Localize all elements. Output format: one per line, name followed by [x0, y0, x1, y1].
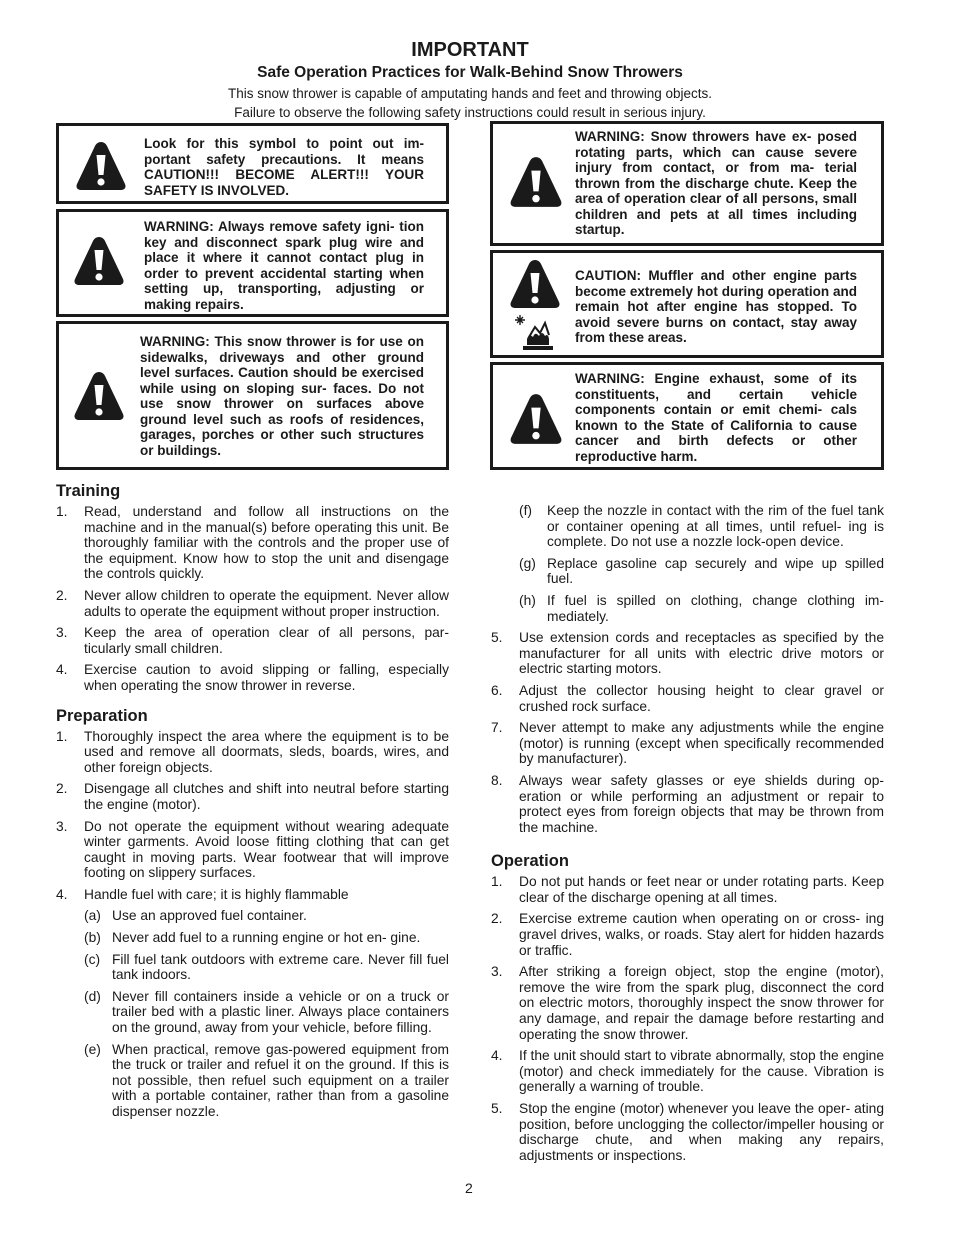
- warning-box-muffler: [490, 250, 884, 358]
- warning-triangle-icon: [75, 139, 127, 193]
- warning-triangle-icon: [73, 234, 125, 288]
- list-item: 4. Exercise caution to avoid slipping or falling, especially when operating the snow thrower in reverse.: [56, 662, 449, 693]
- list-item: 6. Adjust the collector housing height to clear gravel or crushed rock surface.: [491, 682, 884, 714]
- right-column: [491, 503, 884, 1169]
- list-item: 8. Always wear safety glasses or eye shields during op- eration or while performing an adjustment or repair to protect eyes from foreign objects that may be thrown from the machine.: [491, 772, 884, 835]
- list-item: 2. Disengage all clutches and shift into neutral before starting the engine (motor).: [56, 781, 449, 812]
- section-heading-preparation: Preparation: [56, 706, 148, 725]
- page-header: [0, 38, 940, 121]
- list-item: 2. Never allow children to operate the equipment. Never allow adults to operate the equipment without proper instruction.: [56, 587, 449, 619]
- warning-box-exhaust: [490, 362, 884, 470]
- list-item: 3. Keep the area of operation clear of all persons, par- ticularly small children.: [56, 625, 449, 656]
- section-heading-operation: Operation: [491, 852, 569, 871]
- list-item: 1. Read, understand and follow all instructions on the machine and in the manual(s) before operating this unit. Be thoroughly familiar with the controls and the proper use of the equipment. Know how to stop the unit and disengage the controls quickly.: [56, 504, 449, 582]
- page-title: IMPORTANT: [411, 39, 529, 61]
- warning-box-ground-level: [56, 321, 449, 470]
- warning-text-ignition: WARNING: Always remove safety igni- tion key and disconnect spark plug wire and place it where it cannot contact plug in order to prevent accidental starting when setting up, transporting, adjusting or making repairs.: [144, 219, 424, 312]
- list-item: 5. Stop the engine (motor) whenever you leave the oper- ating position, before unclogging the collector/impeller housing or discharge chute, and when making any repairs, adjustments or inspections.: [491, 1101, 884, 1163]
- warning-box-symbol: [56, 123, 449, 204]
- sub-list-item: (b) Never add fuel to a running engine or hot en- gine.: [84, 930, 421, 946]
- warning-box-rotating: [490, 121, 884, 246]
- list-item: 7. Never attempt to make any adjustments while the engine (motor) is running (except when specifically recommended by manufacturer).: [491, 720, 884, 767]
- warning-triangle-icon: [509, 391, 563, 447]
- list-item: 1. Thoroughly inspect the area where the equipment is to be used and remove all doormats, sleds, boards, wires, and other foreign objects.: [56, 728, 449, 775]
- list-item: 5. Use extension cords and receptacles as specified by the manufacturer for all units with electric drive motors or electric starting motors.: [491, 630, 884, 677]
- page-number: 2: [465, 1180, 473, 1196]
- intro-line-2: Failure to observe the following safety instructions could result in serious injury.: [234, 105, 706, 120]
- list-item: 3. Do not operate the equipment without wearing adequate winter garments. Avoid loose fitting clothing that can get caught in moving parts. Wear footwear that will improve footing on slippery surfaces.: [56, 818, 449, 881]
- warning-text-symbol: Look for this symbol to point out im- portant safety precautions. It means CAUTION!!! BECOME ALERT!!! YOUR SAFETY IS INVOLVED.: [144, 136, 424, 198]
- list-item: 3. After striking a foreign object, stop the engine (motor), remove the wire from the spark plug, disconnect the cord on electric motors, thoroughly inspect the snow thrower for any damage, and repair the damage before restarting and operating the snow thrower.: [491, 964, 884, 1042]
- list-item: 2. Exercise extreme caution when operating on or cross- ing gravel drives, walks, or roads. Stay alert for hidden hazards or traffic.: [491, 911, 884, 958]
- warning-text-rotating: WARNING: Snow throwers have ex- posed rotating parts, which can cause severe injury from contact, or from ma- terial thrown from the discharge chute. Keep the area of operation clear of all persons, small children and pets at all times including startup.: [575, 129, 857, 237]
- section-heading-training: Training: [56, 482, 121, 500]
- list-item: 4. If the unit should start to vibrate abnormally, stop the engine (motor) and check immediately for the cause. Vibration is generally a warning of trouble.: [491, 1048, 884, 1095]
- hot-surface-icon: [513, 313, 557, 353]
- sub-list-item: (c) Fill fuel tank outdoors with extreme care. Never fill fuel tank indoors.: [84, 951, 449, 983]
- warning-text-ground-level: WARNING: This snow thrower is for use on sidewalks, driveways and other ground level surfaces. Caution should be exercised while using on sloping sur- faces. Do not use snow thrower on surfaces above ground level such as roofs of residences, garages, porches or other such structures or buildings.: [140, 334, 424, 458]
- warning-text-muffler: CAUTION: Muffler and other engine parts become extremely hot during operation and remain hot after engine has stopped. To avoid severe burns on contact, stay away from these areas.: [575, 268, 857, 345]
- sub-list-item: (h) If fuel is spilled on clothing, change clothing im- mediately.: [519, 592, 884, 624]
- list-item: 4. Handle fuel with care; it is highly flammable: [56, 886, 349, 902]
- sub-list-item: (g) Replace gasoline cap securely and wipe up spilled fuel.: [519, 555, 884, 587]
- sub-list-item: (e) When practical, remove gas-powered equipment from the truck or trailer and refuel it on the ground. If this is not possible, then refuel such equipment on a trailer with a portable container, rather than from a gasoline dispenser nozzle.: [84, 1041, 449, 1119]
- list-item: 1. Do not put hands or feet near or under rotating parts. Keep clear of the discharge opening at all times.: [491, 874, 884, 905]
- intro-line-1: This snow thrower is capable of amputating hands and feet and throwing objects.: [227, 86, 713, 101]
- warning-triangle-icon: [509, 257, 561, 311]
- warning-text-exhaust: WARNING: Engine exhaust, some of its constituents, and certain vehicle components contain or emit chemi- cals known to the State of California to cause cancer and birth defects or other reproductive harm.: [575, 371, 857, 464]
- sub-list-item: (d) Never fill containers inside a vehicle or on a truck or trailer bed with a plastic liner. Always place containers on the ground, away from your vehicle, before filling.: [84, 988, 449, 1036]
- page-subtitle: Safe Operation Practices for Walk-Behind Snow Throwers: [257, 64, 683, 81]
- sub-list-item: (a) Use an approved fuel container.: [84, 908, 307, 924]
- left-column: [56, 481, 449, 1126]
- warning-triangle-icon: [73, 369, 125, 423]
- warning-box-ignition: [56, 209, 449, 317]
- sub-list-item: (f) Keep the nozzle in contact with the rim of the fuel tank or container opening at all times, until refuel- ing is complete. Do not use a nozzle lock-open device.: [519, 503, 884, 550]
- warning-triangle-icon: [509, 154, 563, 210]
